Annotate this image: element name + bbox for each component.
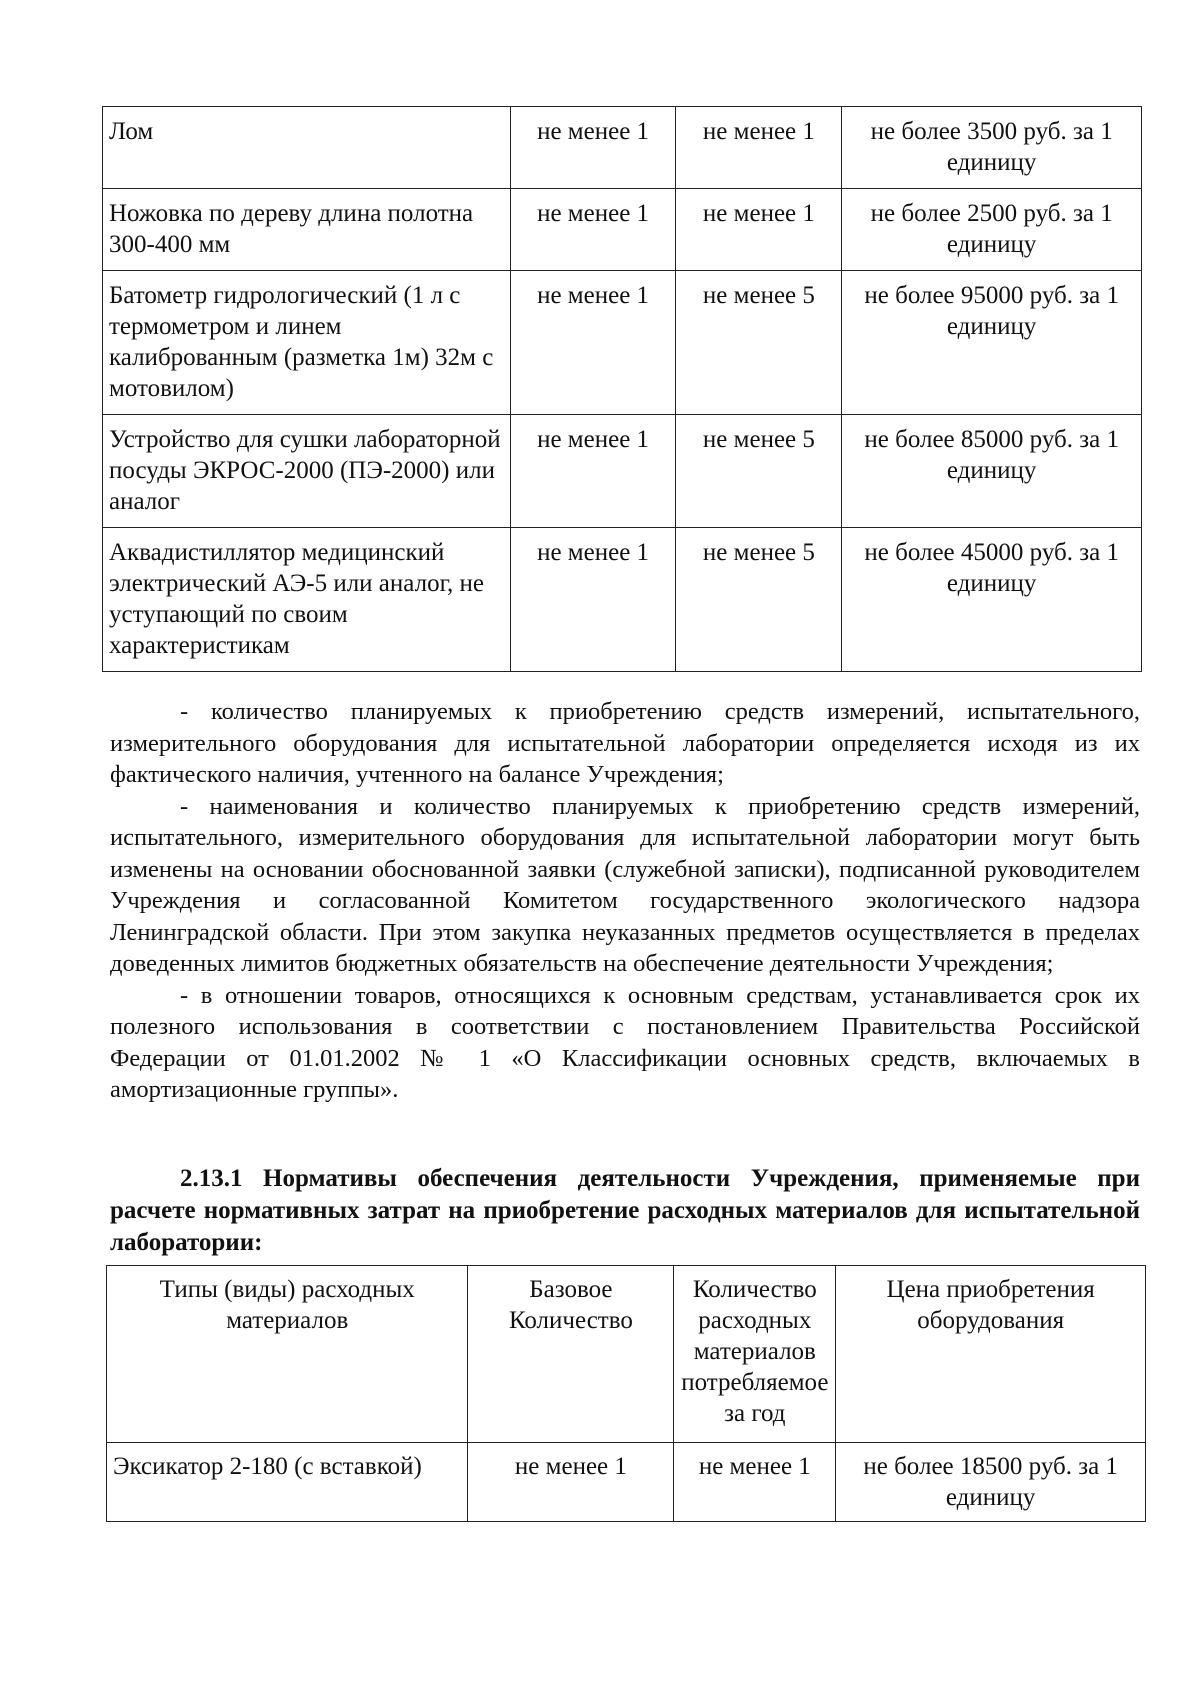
- price-cell: не более 85000 руб. за 1 единицу: [842, 415, 1142, 528]
- base-qty-cell: не менее 1: [510, 528, 676, 672]
- item-name-cell: Эксикатор 2-180 (с вставкой): [107, 1443, 468, 1522]
- table-row: [103, 189, 1142, 271]
- price-cell: не более 45000 руб. за 1 единицу: [842, 528, 1142, 672]
- column-header: Базовое Количество: [468, 1266, 674, 1443]
- item-name-cell: Аквадистиллятор медицинский электрический АЭ-5 или аналог, не уступающий по своим характеристикам: [103, 528, 511, 672]
- item-name-cell: Устройство для сушки лабораторной посуды ЭКРОС-2000 (ПЭ-2000) или аналог: [103, 415, 511, 528]
- table-row: [103, 415, 1142, 528]
- column-header: Количество расходных материалов потребляемое за год: [674, 1266, 836, 1443]
- section-heading: 2.13.1 Нормативы обеспечения деятельности Учреждения, применяемые при расчете нормативных затрат на приобретение расходных материалов для испытательной лаборатории:: [110, 1165, 1140, 1256]
- paragraph: - наименования и количество планируемых к приобретению средств измерений, испытательного, измерительного оборудования для испытательной лаборатории могут быть изменены на основании обоснованной заявки (служебной записки), подписанной руководителем Учреждения и согласованной Комитетом государственного экологического надзора Ленинградской области. При этом закупка неуказанных предметов осуществляется в пределах доведенных лимитов бюджетных обязательств на обеспечение деятельности Учреждения;: [110, 792, 1140, 977]
- item-name-cell: Ножовка по дереву длина полотна 300-400 мм: [103, 189, 511, 271]
- table-row: [107, 1443, 1146, 1522]
- paragraph: - в отношении товаров, относящихся к основным средствам, устанавливается срок их полезного использования в соответствии с постановлением Правительства Российской Федерации от 01.01.2002 № 1 «О Классификации основных средств, включаемых в амортизационные группы».: [110, 981, 1140, 1103]
- item-name-cell: Батометр гидрологический (1 л с термометром и линем калиброванным (разметка 1м) 32м с мотовилом): [103, 271, 511, 415]
- table-row: [103, 271, 1142, 415]
- base-qty-cell: не менее 1: [510, 189, 676, 271]
- paragraph: - количество планируемых к приобретению средств измерений, испытательного, измерительного оборудования для испытательной лаборатории определяется исходя из их фактического наличия, учтенного на балансе Учреждения;: [110, 698, 1140, 788]
- item-name-cell: Лом: [103, 107, 511, 189]
- qty-cell: не менее 1: [676, 189, 842, 271]
- base-qty-cell: не менее 1: [510, 271, 676, 415]
- price-cell: не более 2500 руб. за 1 единицу: [842, 189, 1142, 271]
- equipment-table: [102, 106, 1142, 672]
- table-row: [103, 107, 1142, 189]
- qty-cell: не менее 1: [674, 1443, 836, 1522]
- consumables-table: [106, 1265, 1146, 1522]
- price-cell: не более 95000 руб. за 1 единицу: [842, 271, 1142, 415]
- qty-cell: не менее 5: [676, 528, 842, 672]
- qty-cell: не менее 5: [676, 271, 842, 415]
- price-cell: не более 3500 руб. за 1 единицу: [842, 107, 1142, 189]
- table-header-row: [107, 1266, 1146, 1443]
- base-qty-cell: не менее 1: [510, 107, 676, 189]
- qty-cell: не менее 1: [676, 107, 842, 189]
- price-cell: не более 18500 руб. за 1 единицу: [836, 1443, 1146, 1522]
- column-header: Цена приобретения оборудования: [836, 1266, 1146, 1443]
- column-header: Типы (виды) расходных материалов: [107, 1266, 468, 1443]
- base-qty-cell: не менее 1: [510, 415, 676, 528]
- body-text: [110, 696, 1140, 1106]
- qty-cell: не менее 5: [676, 415, 842, 528]
- table-row: [103, 528, 1142, 672]
- base-qty-cell: не менее 1: [468, 1443, 674, 1522]
